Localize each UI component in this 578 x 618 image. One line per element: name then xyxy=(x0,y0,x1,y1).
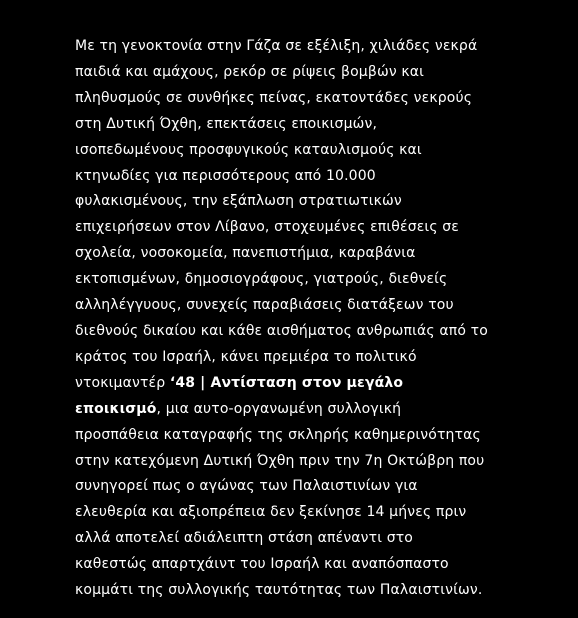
documentary-title-end: εποικισμό xyxy=(75,400,157,417)
text-line: ισοπεδωμένους προσφυγικούς καταυλισμούς και xyxy=(75,141,422,158)
text-line: συνηγορεί πως ο αγώνας των Παλαιστινίων για xyxy=(75,478,418,495)
text-line: επιχειρήσεων στον Λίβανο, στοχευμένες επιθέσεις σε xyxy=(75,219,460,236)
text-line: κράτος του Ισραήλ, κάνει πρεμιέρα το πολιτικό xyxy=(75,348,417,365)
text-line: αλλά αποτελεί αδιάλειπτη στάση απέναντι στο xyxy=(75,530,414,547)
text-line: πληθυσμούς σε συνθήκες πείνας, εκατοντάδες νεκρούς xyxy=(75,89,473,106)
text-line: διεθνούς δικαίου και κάθε αισθήματος ανθρωπιάς από το xyxy=(75,322,488,339)
text-line: κομμάτι της συλλογικής ταυτότητας των Παλαιστινίων. xyxy=(75,582,483,599)
article-body xyxy=(75,34,505,604)
text-line: στη Δυτική Όχθη, επεκτάσεις εποικισμών, xyxy=(75,115,378,132)
documentary-title: ‘48 | Αντίσταση στον μεγάλο xyxy=(169,374,404,391)
text-line: παιδιά και αμάχους, ρεκόρ σε ρίψεις βομβών και xyxy=(75,63,425,80)
text-line: Με τη γενοκτονία στην Γάζα σε εξέλιξη, χιλιάδες νεκρά xyxy=(75,38,478,54)
text-line: αλληλέγγυους, συνεχείς παραβιάσεις διατάξεων του xyxy=(75,297,454,314)
text-line: στην κατεχόμενη Δυτική Όχθη πριν την 7η Οκτώβρη που xyxy=(75,452,485,469)
text-line: καθεστώς απαρτχάιντ του Ισραήλ και αναπόσπαστο xyxy=(75,556,449,573)
text-line: φυλακισμένους, την εξάπλωση στρατιωτικών xyxy=(75,193,402,210)
text-line-with-title xyxy=(75,397,505,423)
text-line-with-title xyxy=(75,371,505,397)
text-line: σχολεία, νοσοκομεία, πανεπιστήμια, καραβάνια xyxy=(75,245,416,262)
line-text: ντοκιμαντέρ xyxy=(75,374,170,391)
text-line: προσπάθεια καταγραφής της σκληρής καθημερινότητας xyxy=(75,426,481,443)
text-line: εκτοπισμένων, δημοσιογράφους, γιατρούς, διεθνείς xyxy=(75,271,448,288)
line-text: , μια αυτο-οργανωμένη συλλογική xyxy=(156,400,402,417)
text-line: κτηνωδίες για περισσότερους από 10.000 xyxy=(75,167,376,184)
text-line: ελευθερία και αξιοπρέπεια δεν ξεκίνησε 14 μήνες πριν xyxy=(75,504,467,521)
